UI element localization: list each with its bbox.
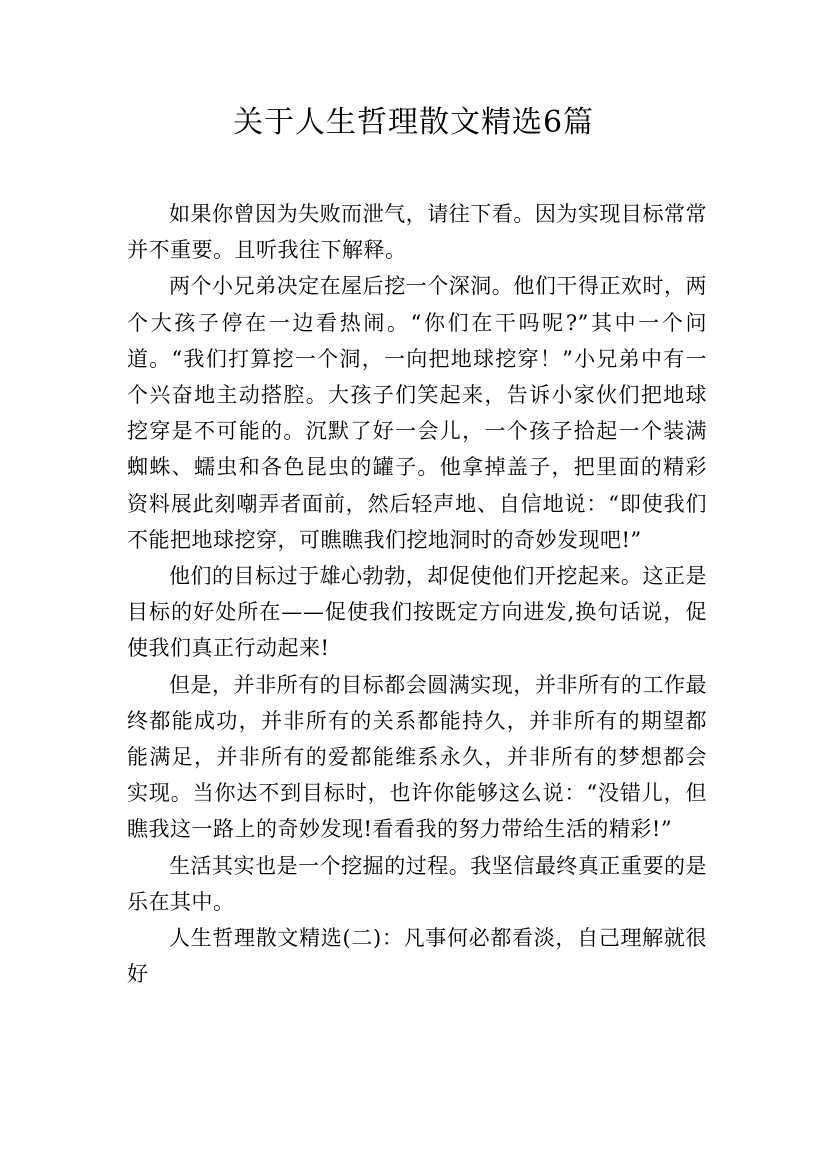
paragraph-not-all-goals: 但是，并非所有的目标都会圆满实现，并非所有的工作最终都能成功，并非所有的关系都能持久，并非所有的期望都能满足，并非所有的爱都能维系永久，并非所有的梦想都会实现。当你达不到目标时，也许你能够这么说：“没错儿，但瞧我这一路上的奇妙发现!看看我的努力带给生活的精彩!”	[127, 672, 707, 842]
document-title: 关于人生哲理散文精选6篇	[232, 105, 595, 140]
paragraph-goal-benefit: 他们的目标过于雄心勃勃，却促使他们开挖起来。这正是目标的好处所在——促使我们按既定方向进发,换句话说，促使我们真正行动起来!	[127, 564, 707, 661]
document-body	[127, 196, 707, 992]
paragraph-intro: 如果你曾因为失败而泄气，请往下看。因为实现目标常常并不重要。且听我往下解释。	[127, 202, 707, 263]
paragraph-section-two-heading: 人生哲理散文精选(二)：凡事何必都看淡，自己理解就很好	[127, 926, 707, 987]
paragraph-life-digging: 生活其实也是一个挖掘的过程。我坚信最终真正重要的是乐在其中。	[127, 853, 707, 914]
paragraph-story: 两个小兄弟决定在屋后挖一个深洞。他们干得正欢时，两个大孩子停在一边看热闹。“你们在干吗呢?”其中一个问道。“我们打算挖一个洞，一向把地球挖穿！”小兄弟中有一个兴奋地主动搭腔。大孩子们笑起来，告诉小家伙们把地球挖穿是不可能的。沉默了好一会儿，一个孩子拾起一个装满蜘蛛、蠕虫和各色昆虫的罐子。他拿掉盖子，把里面的精彩资料展此刻嘲弄者面前，然后轻声地、自信地说：“即使我们不能把地球挖穿，可瞧瞧我们挖地洞时的奇妙发现吧!”	[127, 274, 707, 552]
